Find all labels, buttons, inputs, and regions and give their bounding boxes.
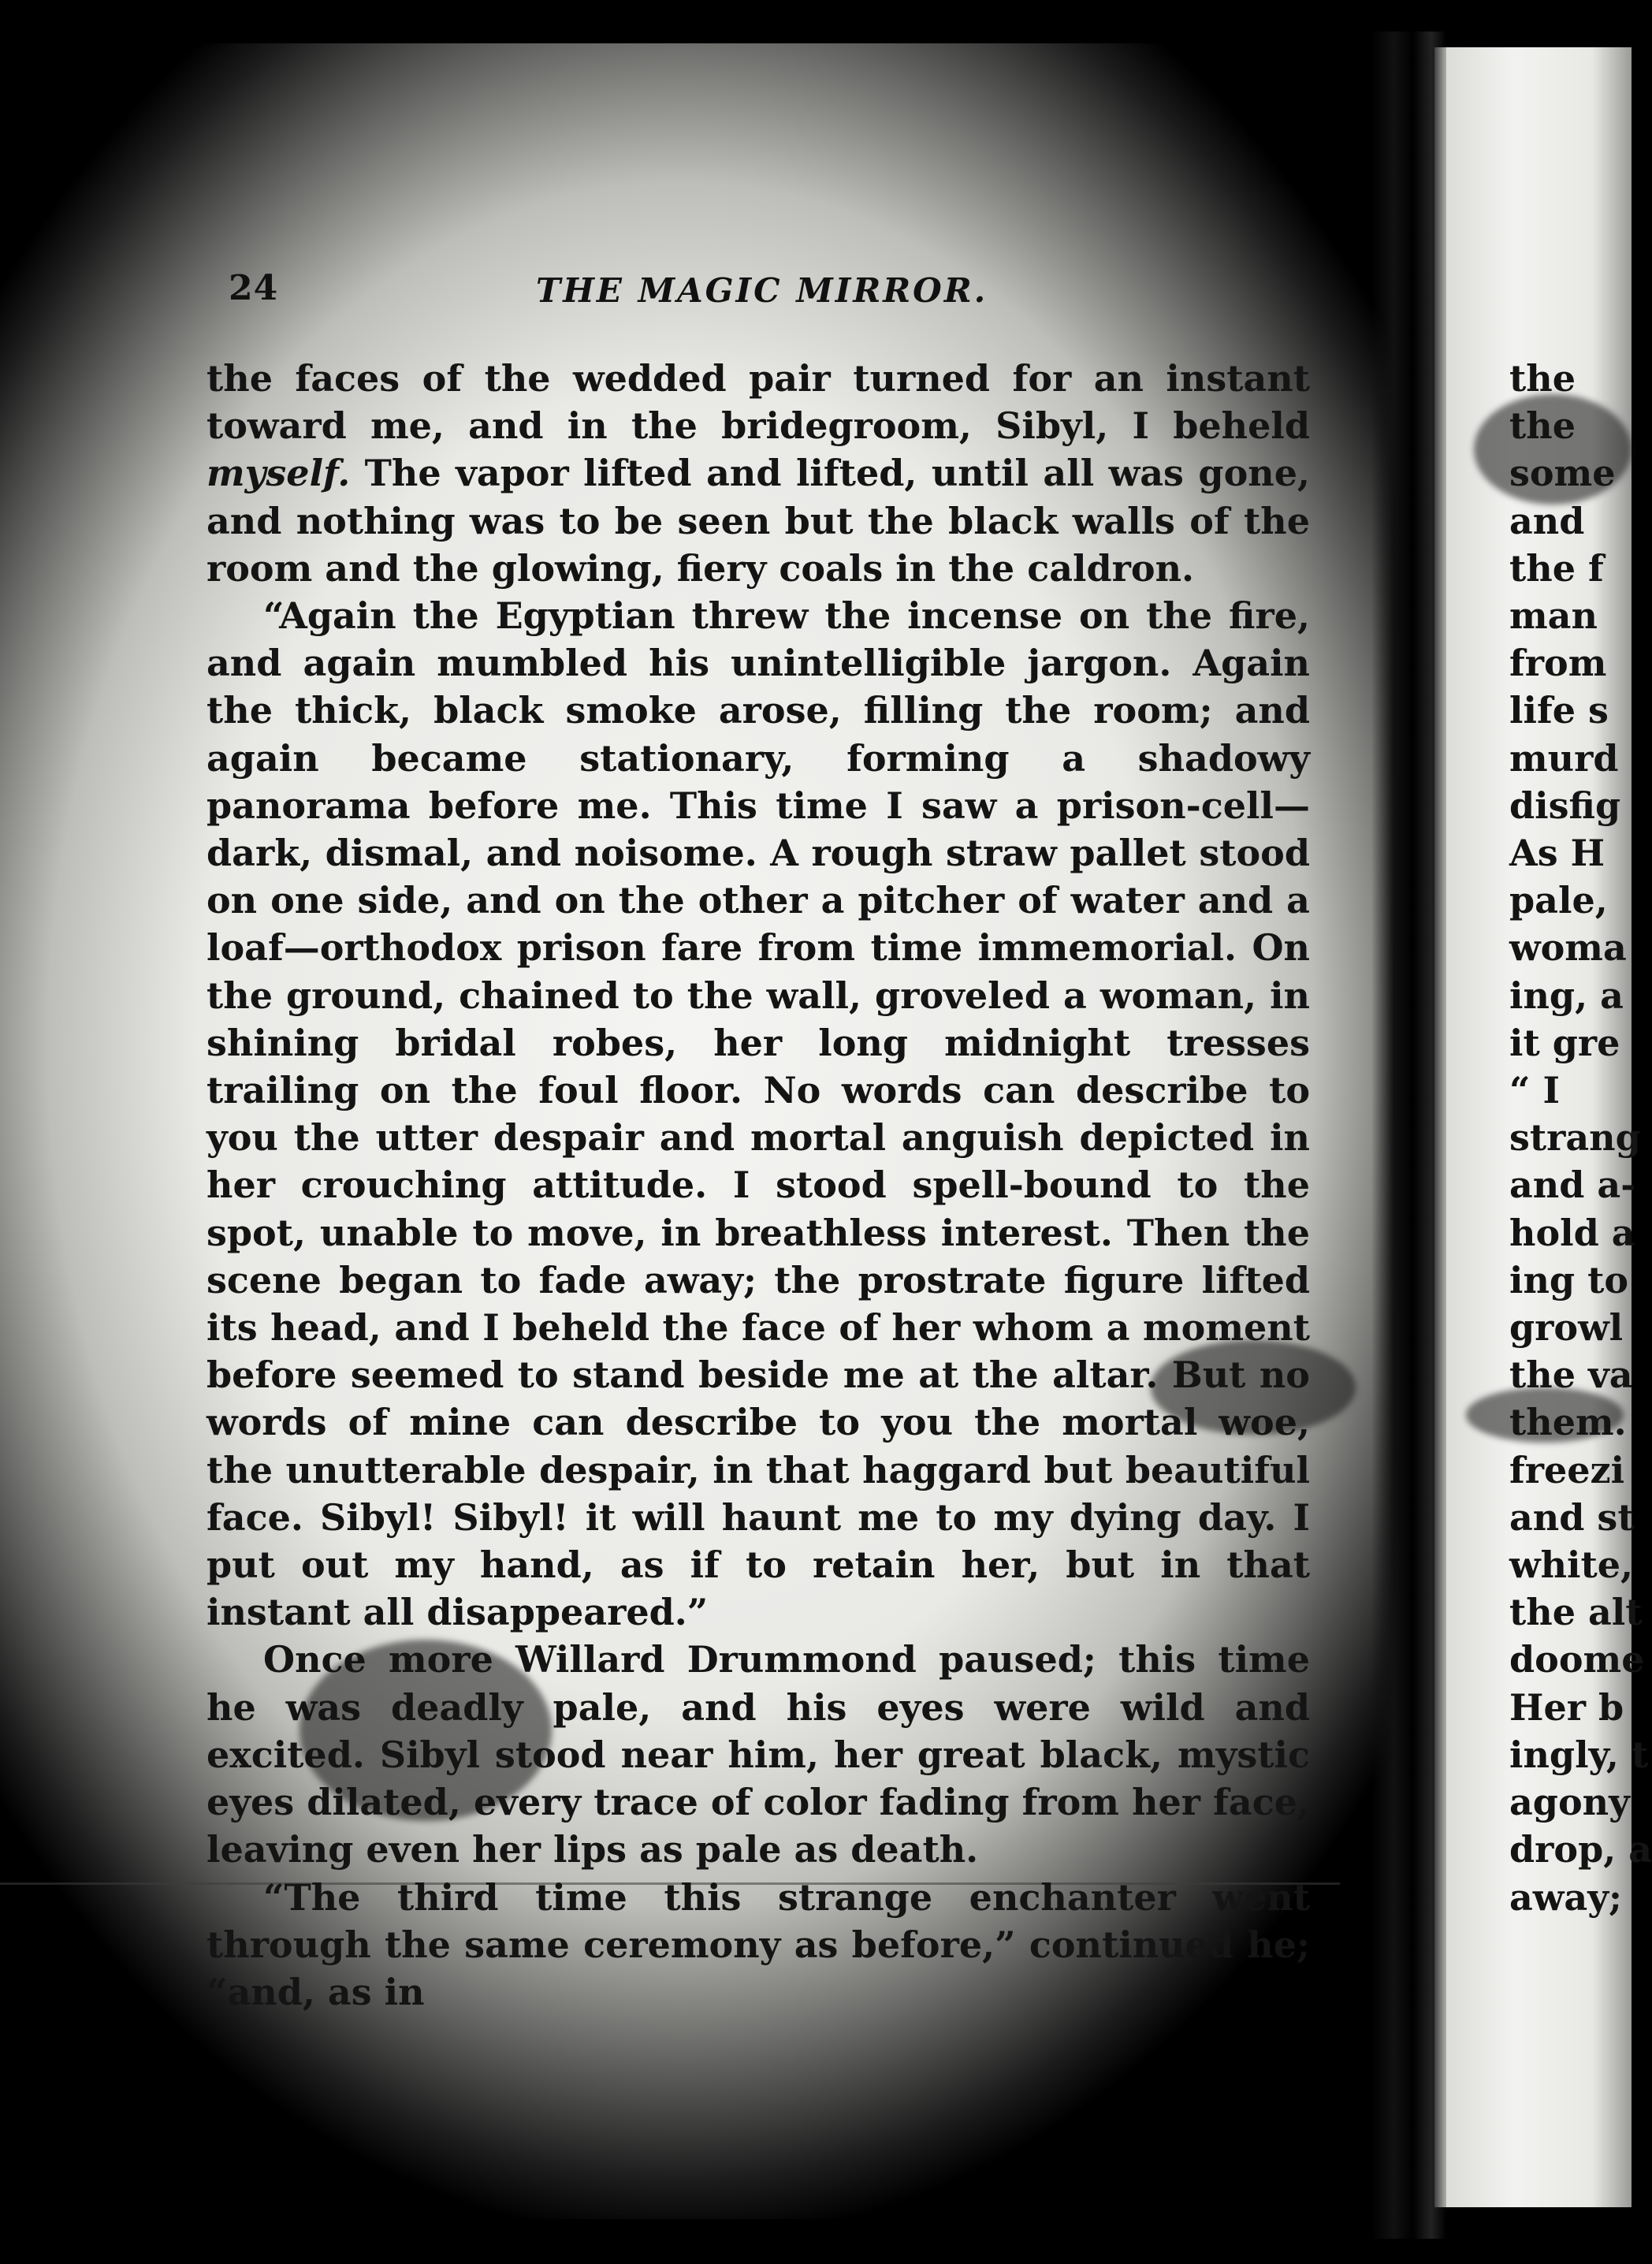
line-fragment: the f bbox=[1509, 546, 1604, 590]
line-fragment: white, bbox=[1509, 1543, 1634, 1587]
page-number: 24 bbox=[229, 268, 279, 308]
line-fragment: from bbox=[1509, 642, 1607, 685]
line-fragment: and bbox=[1509, 499, 1585, 542]
line-fragment: strang bbox=[1509, 1116, 1641, 1160]
line-fragment: ing to bbox=[1509, 1258, 1629, 1301]
paragraph bbox=[206, 355, 1310, 592]
paragraph: Once more Willard Drummond paused; this time he was deadly pale, and his eyes were wild and excited. Sibyl stood near him, her great black, mystic eyes dilated, every trace of color fading from her face, leaving even her lips as pale as death. bbox=[206, 1638, 1310, 1871]
line-fragment: pale, bbox=[1509, 879, 1608, 922]
line-fragment: the alt bbox=[1509, 1591, 1643, 1634]
line-fragment: Her b bbox=[1509, 1685, 1624, 1729]
line-fragment: hold a bbox=[1509, 1211, 1635, 1254]
line-fragment: agony bbox=[1509, 1781, 1630, 1824]
line-fragment: the va bbox=[1509, 1354, 1633, 1397]
line-fragment: some bbox=[1509, 452, 1616, 495]
line-fragment: life s bbox=[1509, 689, 1609, 732]
line-fragment: them. bbox=[1509, 1401, 1627, 1444]
line-fragment: murd bbox=[1509, 736, 1619, 780]
body-text bbox=[206, 355, 1310, 2016]
paragraph: “Again the Egyptian threw the incense on the fire, and again mumbled his unintelligible jargon. Again the thick, black smoke arose, filling the room; and again became stationary, forming a shadowy panorama before me. This time I saw a prison-cell—dark, dismal, and noisome. A rough straw pallet stood on one side, and on the other a pitcher of water and a loaf—orthodox prison fare from time immemorial. On the ground, chained to the wall, groveled a woman, in shining bridal robes, her long midnight tresses trailing on the foul floor. No words can describe to you the utter despair and mortal anguish depicted in her crouching attitude. I stood spell-bound to the spot, unable to move, in breathless interest. Then the scene began to fade away; the prostrate figure lifted its head, and I beheld the face of her whom a moment before seemed to stand beside me at the altar. But no words of mine can describe to you the mortal woe, the unutterable despair, in that haggard but beautiful face. Sibyl! Sibyl! it will haunt me to my dying day. I put out my hand, as if to retain her, but in that instant all disappeared.” bbox=[206, 594, 1310, 1634]
line-fragment: the bbox=[1509, 357, 1576, 400]
line-fragment: man bbox=[1509, 594, 1598, 638]
italic-word: myself. bbox=[206, 452, 351, 495]
line-fragment: it gre bbox=[1509, 1021, 1620, 1064]
running-head bbox=[229, 268, 1316, 315]
page-heading: THE MAGIC MIRROR. bbox=[536, 271, 988, 310]
line-fragment: the bbox=[1509, 404, 1576, 448]
line-fragment: freezi bbox=[1509, 1448, 1625, 1491]
line-fragment: drop, a bbox=[1509, 1828, 1652, 1871]
line-fragment: growl bbox=[1509, 1306, 1624, 1350]
line-fragment: woma bbox=[1509, 926, 1627, 970]
facing-page-text bbox=[1509, 355, 1652, 1921]
line-fragment: and a- bbox=[1509, 1164, 1636, 1207]
line-fragment: away; bbox=[1509, 1875, 1622, 1919]
line-fragment: disfig bbox=[1509, 784, 1621, 827]
line-fragment: ingly, t bbox=[1509, 1733, 1649, 1776]
line-fragment: doome bbox=[1509, 1638, 1645, 1681]
text-run: The vapor lifted and lifted, until all was gone, and nothing was to be seen but the black walls of the room and the glowing, fiery coals in the caldron. bbox=[206, 452, 1310, 590]
book-gutter bbox=[1371, 32, 1446, 2239]
text-run: the faces of the wedded pair turned for an instant toward me, and in the bridegroom, Sibyl, I beheld bbox=[206, 357, 1310, 448]
paragraph: “The third time this strange enchanter went through the same ceremony as before,” continued he; “and, as in bbox=[206, 1875, 1310, 2013]
line-fragment: ing, a bbox=[1509, 974, 1624, 1017]
line-fragment: As H bbox=[1509, 832, 1605, 875]
line-fragment: and st bbox=[1509, 1495, 1635, 1539]
line-fragment: “ I bbox=[1509, 1069, 1560, 1112]
